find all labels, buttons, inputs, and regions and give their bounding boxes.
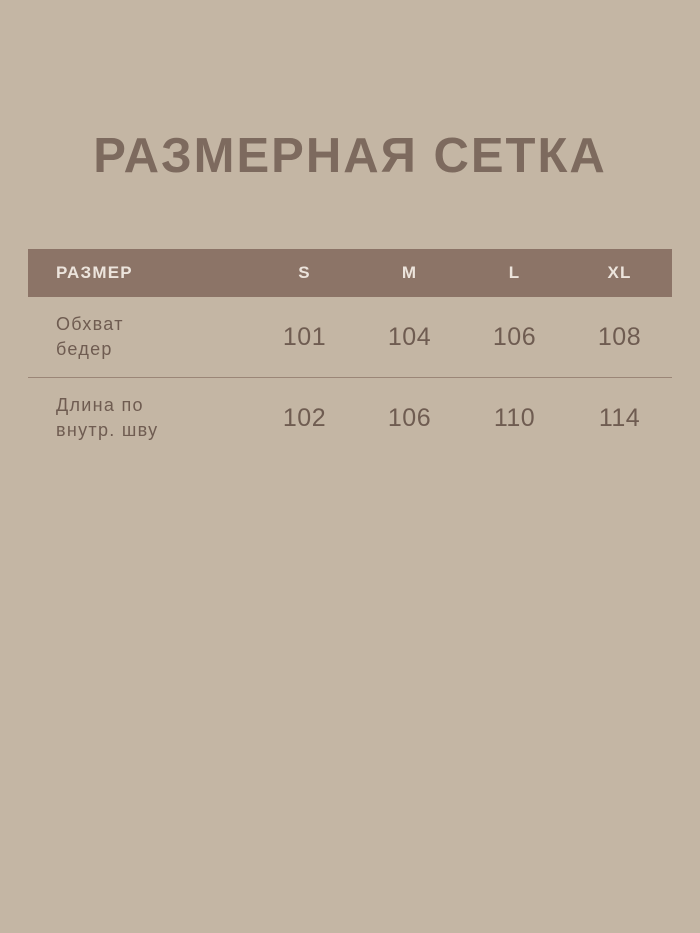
header-cell-m: M [401,263,418,282]
header-cell-xl: XL [607,263,632,282]
header-cell-size-label: РАЗМЕР [56,263,133,282]
cell-inseam-s: 102 [282,403,327,432]
row-label-hips-line2: бедер [56,339,113,359]
cell-hips-xl: 108 [597,322,642,351]
row-label-inseam-line2: внутр. шву [56,420,159,440]
cell-hips-m: 104 [387,322,432,351]
cell-inseam-xl: 114 [598,403,641,432]
cell-inseam-m: 106 [387,403,432,432]
row-label-hips [28,312,252,362]
row-label-inseam-line1: Длина по [56,395,144,415]
table-row [28,297,672,377]
cell-hips-l: 106 [492,322,537,351]
page-title: РАЗМЕРНАЯ СЕТКА [93,129,607,183]
row-label-hips-line1: Обхват [56,314,124,334]
table-header-row [28,249,672,297]
row-label-inseam [28,393,252,443]
size-table [28,249,672,458]
table-row [28,378,672,458]
cell-hips-s: 101 [282,322,327,351]
header-cell-l: L [508,263,521,282]
cell-inseam-l: 110 [493,403,536,432]
header-cell-s: S [298,263,311,282]
